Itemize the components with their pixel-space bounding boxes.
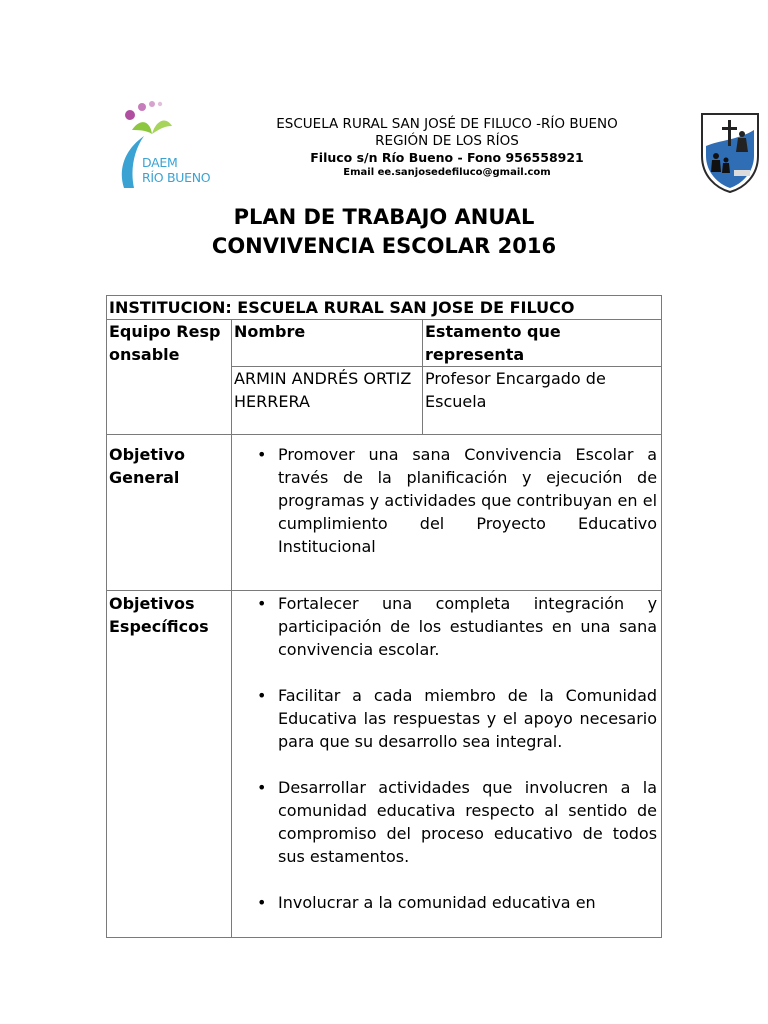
objetivos-especificos-label: Objetivos Específicos (107, 591, 232, 938)
logo-text-daem: DAEM (142, 155, 178, 170)
estamento-value: Profesor Encargado de Escuela (423, 367, 662, 435)
objetivo-general-label: Objetivo General (107, 435, 232, 591)
objetivo-general-content (232, 435, 662, 591)
bullet-icon: • (257, 594, 267, 613)
school-name: ESCUELA RURAL SAN JOSÉ DE FILUCO -RÍO BUENO (276, 116, 618, 132)
institution-cell: INSTITUCION: ESCUELA RURAL SAN JOSE DE FILUCO (107, 296, 662, 320)
institution-row (107, 296, 662, 320)
estamento-header: Estamento que representa (423, 320, 662, 367)
title-line-1: PLAN DE TRABAJO ANUAL (233, 205, 535, 229)
nombre-value: ARMIN ANDRÉS ORTIZ HERRERA (232, 367, 423, 435)
daem-logo (118, 100, 218, 195)
logo-text-rio-bueno: RÍO BUENO (142, 170, 211, 185)
title-line-2: CONVIVENCIA ESCOLAR 2016 (211, 234, 557, 258)
bullet-icon: • (257, 445, 267, 464)
list-item: • Promover una sana Convivencia Escolar a través de la planificación y ejecución de programas y actividades que contribuyan en el cumplimiento del Proyecto Educativo Institucional (257, 445, 658, 556)
bullet-icon: • (257, 893, 267, 912)
bullet-icon: • (257, 686, 267, 705)
objetivos-especificos-content (232, 591, 662, 938)
bullet-icon: • (257, 778, 267, 797)
list-item: • Fortalecer una completa integración y participación de los estudiantes en una sana convivencia escolar. (257, 594, 658, 659)
school-email: Email ee.sanjosedefiluco@gmail.com (343, 167, 551, 178)
plan-table (106, 295, 662, 938)
objetivo-general-list (234, 443, 659, 558)
school-crest (698, 110, 762, 194)
school-crest-icon (698, 110, 762, 194)
list-item: • Desarrollar actividades que involucren a la comunidad educativa respecto al sentido de compromiso del proceso educativo de todos sus estamentos. (257, 778, 658, 866)
school-address: Filuco s/n Río Bueno - Fono 956558921 (310, 150, 584, 165)
list-item: • Facilitar a cada miembro de la Comunidad Educativa las respuestas y el apoyo necesario para que su desarrollo sea integral. (257, 686, 658, 751)
list-item: • Involucrar a la comunidad educativa en (257, 893, 596, 912)
school-header (232, 116, 662, 179)
document-title (110, 203, 658, 261)
objetivos-especificos-row (107, 591, 662, 938)
equipo-responsable-label: Equipo Responsable (107, 320, 232, 435)
team-header-row (107, 320, 662, 367)
objetivos-especificos-list (234, 592, 659, 914)
nombre-header: Nombre (232, 320, 423, 367)
region-name: REGIÓN DE LOS RÍOS (375, 133, 519, 149)
objetivo-general-row (107, 435, 662, 591)
